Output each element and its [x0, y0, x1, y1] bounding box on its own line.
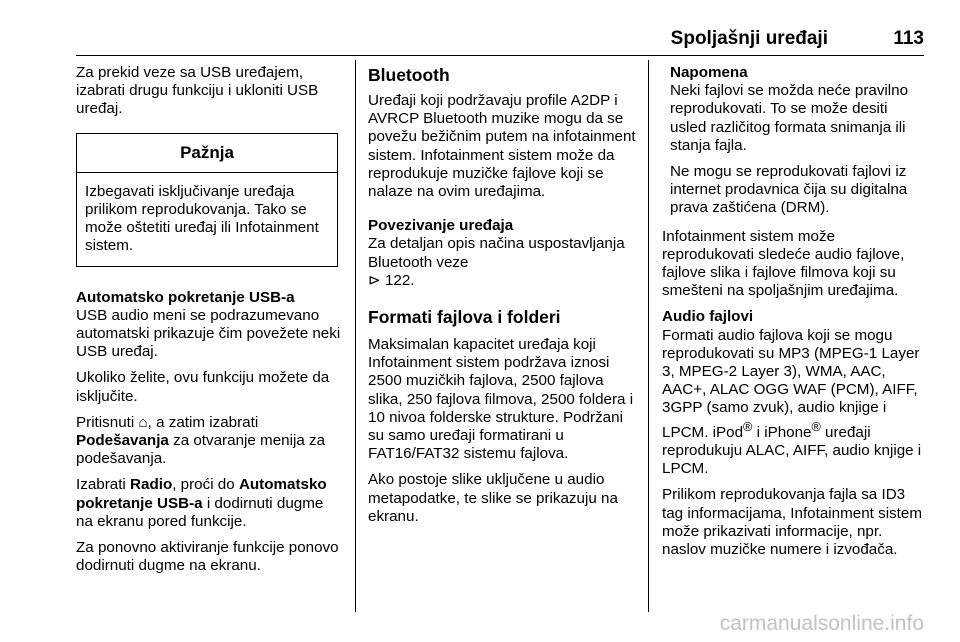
autostart-term: Automatsko pokretanje USB-a: [76, 476, 327, 512]
select-paragraph: [76, 476, 344, 531]
column-divider-2: [648, 60, 649, 612]
formats-paragraph: Infotainment sistem može reprodukovati sledeće audio fajlove, fajlove slika i fajlove filmova koji su smešteni na spoljašnjim uređajima.: [662, 227, 905, 300]
metadata-paragraph: Ako postoje slike uključene u audio metapodatke, te slike se prikazuju na ekranu.: [368, 471, 618, 525]
press-text-3: za otvaranje menija za podešavanja.: [76, 432, 326, 468]
autostart-paragraph: USB audio meni se podrazumevano automatski prikazuje čim povežete neki USB uređaj.: [76, 306, 341, 361]
disable-paragraph: Ukoliko želite, ovu funkciju možete da isključite.: [76, 369, 330, 405]
audio-heading: Audio fajlovi: [662, 308, 754, 326]
header-rule: [76, 55, 924, 56]
warning-title: Pažnja: [77, 134, 337, 173]
registered-mark-1: ®: [743, 419, 753, 434]
watermark: carmanualsonline.info: [719, 612, 924, 635]
id3-paragraph: Prilikom reprodukovanja fajla sa ID3 tag informacijama, Infotainment sistem može prikazivati informacije, npr. naslov muzičke numere i izvođača.: [662, 486, 922, 558]
column-1: [76, 64, 344, 583]
bluetooth-paragraph: Uređaji koji podržavaju profile A2DP i AVRCP Bluetooth muzike mogu da se povežu bežičnim putem na infotainment sistem. Infotainment sistem može da reprodukuje muzičke fajlove koji se nalaze na ovim uređajima.: [368, 92, 636, 201]
audio-text-2: i iPhone: [752, 423, 812, 441]
press-text-1: Pritisnuti: [76, 413, 139, 431]
select-text-2: , proći do: [172, 476, 239, 494]
column-divider-1: [355, 60, 356, 612]
warning-body: Izbegavati isključivanje uređaja prilikom reprodukovanja. Tako se može oštetiti uređaj ili Infotainment sistem.: [85, 182, 319, 255]
connect-paragraph: Za detaljan opis načina uspostavljanja Bluetooth veze: [368, 235, 625, 271]
autostart-heading: Automatsko pokretanje USB-a: [76, 288, 295, 306]
page-number: 113: [893, 28, 924, 49]
audio-text-1: Formati audio fajlova koji se mogu reprodukovati su MP3 (MPEG-1 Layer 3, MPEG-2 Layer 3), WMA, AAC, AAC+, ALAC OGG WAF (PCM), AIFF, 3GPP (samo zvuk), audio knjige i LPCM. iPod: [662, 326, 920, 441]
home-icon: ⌂: [138, 413, 148, 431]
note-paragraph-1: Neki fajlovi se možda neće pravilno reprodukovati. To se može desiti usled različitog formata snimanja ili stanja fajla.: [670, 82, 909, 154]
note-block: [662, 64, 928, 218]
note-title: Napomena: [670, 64, 748, 81]
press-text-2: , a zatim izabrati: [147, 413, 259, 431]
page-title: Spoljašnji uređaji: [670, 28, 828, 49]
column-2: [368, 64, 636, 534]
note-paragraph-2: Ne mogu se reprodukovati fajlovi iz internet prodavnica čija su digitalna prava zaštićena (DRM).: [670, 163, 908, 217]
connect-reference: ⊳ 122.: [368, 271, 415, 289]
capacity-paragraph: Maksimalan kapacitet uređaja koji Infotainment sistem podržava iznosi 2500 muzičkih fajlova, 2500 fajlova slika, 250 fajlova filmova, 2500 foldera i 10 nivoa folderske strukture. Podržani su samo uređaji formatirani u FAT16/FAT32 sistemu fajlova.: [368, 336, 634, 463]
intro-paragraph: Za prekid veze sa USB uređajem, izabrati drugu funkciju i ukloniti USB uređaj.: [76, 64, 319, 118]
radio-term: Radio: [130, 476, 173, 494]
formats-heading: Formati fajlova i folderi: [368, 307, 561, 328]
audio-paragraph: [662, 327, 928, 479]
settings-term: Podešavanja: [76, 432, 169, 450]
registered-mark-2: ®: [811, 419, 821, 434]
select-text-1: Izabrati: [76, 476, 131, 494]
select-text-3: i dodirnuti dugme na ekranu pored funkcije.: [76, 494, 324, 530]
reenable-paragraph: Za ponovno aktiviranje funkcije ponovo dodirnuti dugme na ekranu.: [76, 539, 339, 575]
column-3: [662, 64, 928, 567]
press-paragraph: [76, 414, 344, 469]
connect-heading: Povezivanje uređaja: [368, 217, 514, 235]
warning-box: [76, 133, 338, 267]
audio-text-3: uređaji reprodukuju ALAC, AIFF, audio knjige i LPCM.: [662, 423, 922, 478]
bluetooth-heading: Bluetooth: [368, 65, 450, 85]
page-header: [76, 20, 924, 50]
